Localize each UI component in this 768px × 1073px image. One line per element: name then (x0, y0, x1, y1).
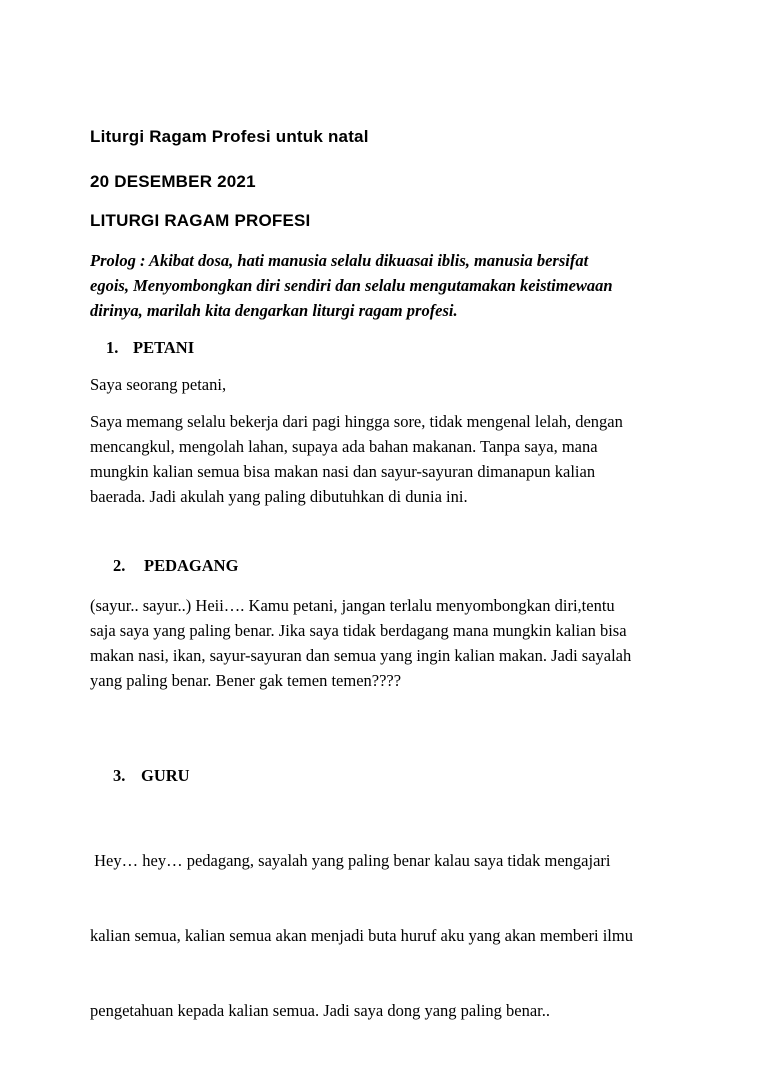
paragraph-line: pengetahuan kepada kalian semua. Jadi saya dong yang paling benar.. (90, 1001, 551, 1020)
document-date: 20 DESEMBER 2021 (90, 172, 256, 191)
paragraph-line: makan nasi, ikan, sayur-sayuran dan semua yang ingin kalian makan. Jadi sayalah (90, 646, 632, 665)
pedagang-paragraph (90, 593, 690, 693)
section-number: 1. (106, 338, 119, 357)
paragraph-line: Hey… hey… pedagang, sayalah yang paling benar kalau saya tidak mengajari (90, 851, 611, 870)
petani-paragraph (90, 409, 690, 509)
prolog-line: egois, Menyombongkan diri sendiri dan selalu mengutamakan keistimewaan (90, 276, 613, 295)
paragraph-line: saja saya yang paling benar. Jika saya tidak berdagang mana mungkin kalian bisa (90, 621, 627, 640)
section-name: GURU (141, 766, 190, 785)
paragraph-line: Saya memang selalu bekerja dari pagi hingga sore, tidak mengenal lelah, dengan (90, 412, 623, 431)
section-number: 3. (113, 766, 126, 785)
section-heading-pedagang (113, 556, 238, 576)
section-number: 2. (113, 556, 126, 575)
document-title: Liturgi Ragam Profesi untuk natal (90, 127, 369, 146)
guru-paragraph (90, 798, 690, 1073)
section-heading-petani (106, 338, 194, 358)
paragraph-line: baerada. Jadi akulah yang paling dibutuhkan di dunia ini. (90, 487, 468, 506)
prolog-line: Prolog : Akibat dosa, hati manusia selalu dikuasai iblis, manusia bersifat (90, 251, 589, 270)
section-name: PETANI (133, 338, 195, 357)
paragraph-line: yang paling benar. Bener gak temen temen???? (90, 671, 402, 690)
paragraph-line: mencangkul, mengolah lahan, supaya ada bahan makanan. Tanpa saya, mana (90, 437, 598, 456)
paragraph-line: kalian semua, kalian semua akan menjadi buta huruf aku yang akan memberi ilmu (90, 926, 633, 945)
paragraph-line: mungkin kalian semua bisa makan nasi dan sayur-sayuran dimanapun kalian (90, 462, 596, 481)
petani-intro: Saya seorang petani, (90, 375, 227, 394)
section-heading-guru (113, 766, 190, 786)
paragraph-line: (sayur.. sayur..) Heii…. Kamu petani, jangan terlalu menyombongkan diri,tentu (90, 596, 615, 615)
prolog-paragraph (90, 248, 710, 323)
section-name: PEDAGANG (144, 556, 239, 575)
document-subtitle: LITURGI RAGAM PROFESI (90, 211, 311, 230)
prolog-line: dirinya, marilah kita dengarkan liturgi ragam profesi. (90, 301, 458, 320)
